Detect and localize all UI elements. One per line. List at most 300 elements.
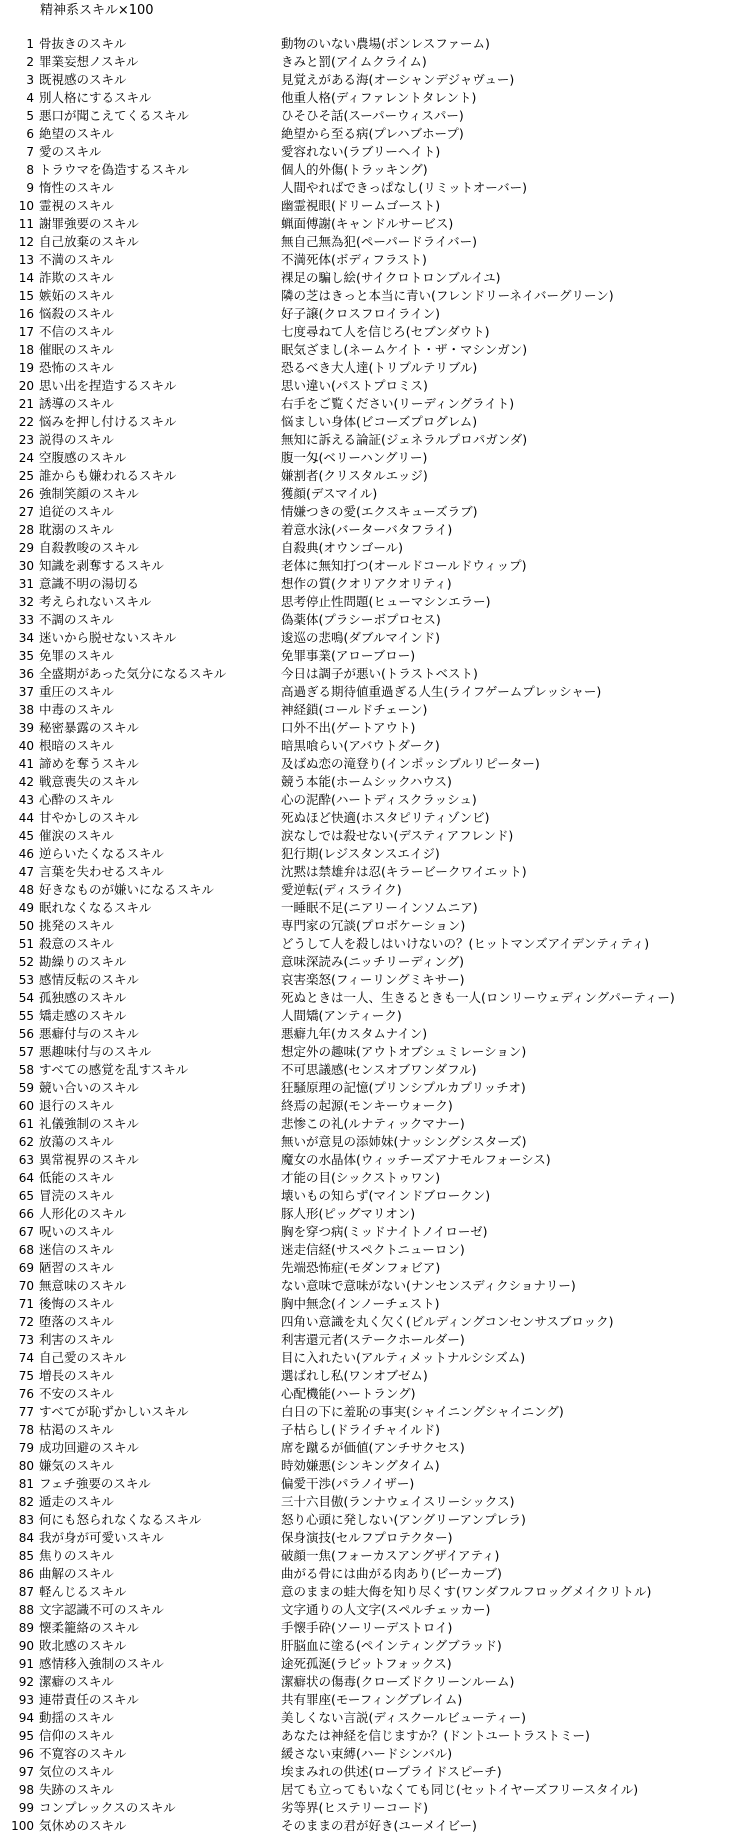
skill-category: 不安のスキル: [39, 1386, 114, 1401]
item-number: 93: [18, 1693, 34, 1707]
list-item: [0, 485, 754, 503]
skill-name: 一睡眠不足(ニアリーインソムニア): [281, 900, 478, 915]
skill-category: 礼儀強制のスキル: [39, 1116, 139, 1131]
list-item: [0, 269, 754, 287]
item-number: 72: [18, 1315, 34, 1329]
item-number: 21: [18, 397, 34, 411]
skill-category: 孤独感のスキル: [39, 990, 127, 1005]
list-item: [0, 917, 754, 935]
skill-name: 右手をご覧ください(リーディングライト): [281, 396, 515, 411]
list-item: [0, 1187, 754, 1205]
list-item: [0, 845, 754, 863]
skill-category: 成功回避のスキル: [39, 1440, 139, 1455]
skill-category: 失跡のスキル: [39, 1782, 114, 1797]
skill-name: 幽霊視眼(ドリームゴースト): [281, 198, 441, 213]
item-number: 7: [26, 145, 34, 159]
skill-name: 利害還元者(ステークホールダー): [281, 1332, 465, 1347]
list-item: [0, 575, 754, 593]
skill-name: 人間やればできっぱなし(リミットオーバー): [281, 180, 528, 195]
item-number: 37: [18, 685, 34, 699]
skill-name: 怒り心頭に発しない(アングリーアンプレラ): [281, 1512, 526, 1527]
skill-category: 異常視界のスキル: [39, 1152, 139, 1167]
skill-category: 催眠のスキル: [39, 342, 114, 357]
skill-name: ひそひそ話(スーパーウィスパー): [281, 108, 464, 123]
skill-name: 途死孤涎(ラビットフォックス): [281, 1656, 452, 1671]
item-number: 69: [18, 1261, 34, 1275]
skill-category: 人形化のスキル: [39, 1206, 127, 1221]
skill-name: 自殺典(オウンゴール): [281, 540, 404, 555]
item-number: 32: [18, 595, 34, 609]
skill-category: 文字認識不可のスキル: [39, 1602, 164, 1617]
item-number: 77: [18, 1405, 34, 1419]
list-item: [0, 899, 754, 917]
skill-category: 枯渇のスキル: [39, 1422, 114, 1437]
list-item: [0, 1079, 754, 1097]
skill-category: 不満のスキル: [39, 252, 114, 267]
skill-category: 遁走のスキル: [39, 1494, 114, 1509]
skill-category: 曲解のスキル: [39, 1566, 114, 1581]
item-number: 82: [18, 1495, 34, 1509]
item-number: 67: [18, 1225, 34, 1239]
list-item: [0, 71, 754, 89]
skill-category: 嫉妬のスキル: [39, 288, 114, 303]
skill-name: 悲惨この礼(ルナティックマナー): [281, 1116, 465, 1131]
list-item: [0, 953, 754, 971]
list-item: [0, 809, 754, 827]
list-item: [0, 395, 754, 413]
item-number: 27: [18, 505, 34, 519]
item-number: 98: [18, 1783, 34, 1797]
item-number: 38: [18, 703, 34, 717]
item-number: 31: [18, 577, 34, 591]
list-item: [0, 1367, 754, 1385]
skill-category: 動揺のスキル: [39, 1710, 114, 1725]
skill-category: 冒涜のスキル: [39, 1188, 114, 1203]
skill-category: 恐怖のスキル: [39, 360, 114, 375]
skill-category: 我が身が可愛いスキル: [39, 1530, 164, 1545]
skill-name: 口外不出(ゲートアウト): [281, 720, 416, 735]
skill-name: 壊いもの知らず(マインドブロークン): [281, 1188, 491, 1203]
list-item: [0, 323, 754, 341]
item-number: 65: [18, 1189, 34, 1203]
item-number: 18: [18, 343, 34, 357]
item-number: 81: [18, 1477, 34, 1491]
item-number: 94: [18, 1711, 34, 1725]
skill-category: 増長のスキル: [39, 1368, 114, 1383]
skill-name: 隣の芝はきっと本当に青い(フレンドリーネイバーグリーン): [281, 288, 614, 303]
skill-name: 眠気ざまし(ネームケイト・ザ・マシンガン): [281, 342, 528, 357]
item-number: 95: [18, 1729, 34, 1743]
list-item: [0, 665, 754, 683]
item-number: 96: [18, 1747, 34, 1761]
item-number: 97: [18, 1765, 34, 1779]
item-number: 14: [18, 271, 34, 285]
item-number: 86: [18, 1567, 34, 1581]
item-number: 89: [18, 1621, 34, 1635]
skill-category: 連帯責任のスキル: [39, 1692, 139, 1707]
skill-category: 悪口が聞こえてくるスキル: [39, 108, 189, 123]
item-number: 8: [26, 163, 34, 177]
list-item: [0, 1151, 754, 1169]
list-item: [0, 719, 754, 737]
item-number: 84: [18, 1531, 34, 1545]
skill-category: 好きなものが嫌いになるスキル: [39, 882, 214, 897]
list-item: [0, 1331, 754, 1349]
skill-name: そのままの君が好き(ユーメイビー): [281, 1818, 477, 1833]
skill-name: 美しくない言説(ディスクールビューティー): [281, 1710, 527, 1725]
item-number: 58: [18, 1063, 34, 1077]
skill-category: 不信のスキル: [39, 324, 114, 339]
skill-category: 感情反転のスキル: [39, 972, 139, 987]
skill-category: 追従のスキル: [39, 504, 114, 519]
item-number: 54: [18, 991, 34, 1005]
item-number: 78: [18, 1423, 34, 1437]
item-number: 17: [18, 325, 34, 339]
list-item: [0, 35, 754, 53]
skill-name: 三十六目傲(ランナウェイスリーシックス): [281, 1494, 515, 1509]
skill-category: 誰からも嫌われるスキル: [39, 468, 177, 483]
skill-name: 暗黒喰らい(アバウトダーク): [281, 738, 440, 753]
skill-name: 蝋面傅謝(キャンドルサービス): [281, 216, 454, 231]
list-item: [0, 1709, 754, 1727]
skill-name: あなたは神経を信じますか？(ドントユートラストミー): [281, 1728, 590, 1743]
item-number: 9: [26, 181, 34, 195]
list-item: [0, 1745, 754, 1763]
skill-category: 何にも怒られなくなるスキル: [39, 1512, 202, 1527]
list-item: [0, 1619, 754, 1637]
item-number: 73: [18, 1333, 34, 1347]
skill-category: 不寛容のスキル: [39, 1746, 127, 1761]
skill-category: 誘導のスキル: [39, 396, 114, 411]
skill-name: 腹一匁(ベリーハングリー): [281, 450, 428, 465]
skill-category: 悪趣味付与のスキル: [39, 1044, 152, 1059]
item-number: 88: [18, 1603, 34, 1617]
item-number: 61: [18, 1117, 34, 1131]
skill-category: 逆らいたくなるスキル: [39, 846, 164, 861]
list-item: [0, 413, 754, 431]
list-item: [0, 827, 754, 845]
skill-name: 人間矯(アンティーク): [281, 1008, 402, 1023]
skill-category: 潔癖のスキル: [39, 1674, 114, 1689]
skill-category: コンプレックスのスキル: [39, 1800, 176, 1815]
item-number: 13: [18, 253, 34, 267]
list-item: [0, 1673, 754, 1691]
skill-category: 説得のスキル: [39, 432, 114, 447]
skill-name: 不満死体(ボディフラスト): [281, 252, 427, 267]
skill-name: 心配機能(ハートラング): [281, 1386, 416, 1401]
page-title: 精神系スキル×100: [40, 3, 154, 18]
skill-name: 居ても立ってもいなくても同じ(セットイヤーズフリースタイル): [281, 1782, 639, 1797]
skill-name: 想定外の趣味(アウトオブシュミレーション): [281, 1044, 527, 1059]
skill-name: 犯行期(レジスタンスエイジ): [281, 846, 440, 861]
list-item: [0, 1817, 754, 1835]
skill-category: 根暗のスキル: [39, 738, 114, 753]
list-item: [0, 683, 754, 701]
list-item: [0, 197, 754, 215]
item-number: 91: [18, 1657, 34, 1671]
skill-category: トラウマを偽造するスキル: [39, 162, 189, 177]
skill-category: 信仰のスキル: [39, 1728, 114, 1743]
list-item: [0, 539, 754, 557]
item-number: 20: [18, 379, 34, 393]
item-number: 2: [26, 55, 34, 69]
skill-category: 強制笑顔のスキル: [39, 486, 139, 501]
skill-category: 陋習のスキル: [39, 1260, 114, 1275]
skill-category: 心酔のスキル: [39, 792, 114, 807]
skill-category: 後悔のスキル: [39, 1296, 114, 1311]
list-item: [0, 1223, 754, 1241]
skill-category: 重圧のスキル: [39, 684, 114, 699]
item-number: 15: [18, 289, 34, 303]
skill-name: 埃まみれの供述(ロープライドスピーチ): [281, 1764, 502, 1779]
skill-name: 保身演技(セルフプロテクター): [281, 1530, 453, 1545]
item-number: 28: [18, 523, 34, 537]
item-number: 35: [18, 649, 34, 663]
item-number: 99: [18, 1801, 34, 1815]
skill-name: 潔癖状の傷毒(クローズドクリーンルーム): [281, 1674, 515, 1689]
item-number: 43: [18, 793, 34, 807]
item-number: 85: [18, 1549, 34, 1563]
skill-name: 着意水泳(バーターバタフライ): [281, 522, 453, 537]
skill-category: 免罪のスキル: [39, 648, 114, 663]
list-item: [0, 359, 754, 377]
skill-name: 個人的外傷(トラッキング): [281, 162, 428, 177]
item-number: 71: [18, 1297, 34, 1311]
list-item: [0, 1385, 754, 1403]
list-item: [0, 125, 754, 143]
list-item: [0, 593, 754, 611]
skill-name: 死ぬほど快適(ホスタピリティゾンビ): [281, 810, 490, 825]
item-number: 33: [18, 613, 34, 627]
skill-category: 堕落のスキル: [39, 1314, 114, 1329]
skill-rows: [0, 35, 754, 1835]
item-number: 46: [18, 847, 34, 861]
skill-category: 罪業妄想ノスキル: [39, 54, 139, 69]
skill-category: 敗北感のスキル: [39, 1638, 127, 1653]
skill-name: 神経鎖(コールドチェーン): [281, 702, 428, 717]
skill-category: 別人格にするスキル: [39, 90, 152, 105]
skill-name: 恐るべき大人達(トリプルテリブル): [281, 360, 478, 375]
list-item: [0, 1781, 754, 1799]
item-number: 16: [18, 307, 34, 321]
skill-category: 全盛期があった気分になるスキル: [39, 666, 227, 681]
skill-category: 自己愛のスキル: [39, 1350, 127, 1365]
skill-name: 肝脳血に塗る(ペインティングブラッド): [281, 1638, 502, 1653]
item-number: 10: [18, 199, 34, 213]
skill-name: 不可思議感(センスオブワンダフル): [281, 1062, 477, 1077]
skill-category: 迷信のスキル: [39, 1242, 114, 1257]
list-item: [0, 1457, 754, 1475]
skill-name: 悪癖九年(カスタムナイン): [281, 1026, 428, 1041]
item-number: 24: [18, 451, 34, 465]
list-item: [0, 1583, 754, 1601]
skill-name: 劣等界(ヒステリーコード): [281, 1800, 429, 1815]
skill-category: 戦意喪失のスキル: [39, 774, 139, 789]
list-item: [0, 1403, 754, 1421]
skill-category: 矯走感のスキル: [39, 1008, 127, 1023]
list-item: [0, 287, 754, 305]
skill-category: 嫌気のスキル: [39, 1458, 114, 1473]
item-number: 52: [18, 955, 34, 969]
skill-category: 放蕩のスキル: [39, 1134, 114, 1149]
item-number: 5: [26, 109, 34, 123]
item-number: 12: [18, 235, 34, 249]
skill-name: 共有罪座(モーフィングブレイム): [281, 1692, 463, 1707]
skill-category: 空腹感のスキル: [39, 450, 127, 465]
skill-category: 呪いのスキル: [39, 1224, 114, 1239]
list-item: [0, 431, 754, 449]
skill-name: 席を蹴るが価値(アンチサクセス): [281, 1440, 465, 1455]
skill-name: 四角い意識を丸く欠く(ビルディングコンセンサスブロック): [281, 1314, 614, 1329]
list-item: [0, 611, 754, 629]
list-item: [0, 1313, 754, 1331]
skill-category: 悪癖付与のスキル: [39, 1026, 139, 1041]
skill-name: 及ばぬ恋の滝登り(インポッシブルリピーター): [281, 756, 540, 771]
list-item: [0, 305, 754, 323]
item-number: 47: [18, 865, 34, 879]
list-item: [0, 1529, 754, 1547]
item-number: 19: [18, 361, 34, 375]
item-number: 62: [18, 1135, 34, 1149]
item-number: 29: [18, 541, 34, 555]
skill-name: 嫌割者(クリスタルエッジ): [281, 468, 428, 483]
list-item: [0, 107, 754, 125]
skill-category: 骨抜きのスキル: [39, 36, 127, 51]
skill-category: 懐柔籠絡のスキル: [39, 1620, 139, 1635]
skill-name: 意のままの蛙大侮を知り尽くす(ワンダフルフロッグメイクリトル): [281, 1584, 652, 1599]
list-item: [0, 1205, 754, 1223]
list-item: [0, 1511, 754, 1529]
skill-name: 選ばれし私(ワンオブゼム): [281, 1368, 428, 1383]
item-number: 80: [18, 1459, 34, 1473]
skill-name: 情嫌つきの愛(エクスキューズラブ): [281, 504, 478, 519]
list-item: [0, 467, 754, 485]
skill-name: 沈黙は禁雄弁は忍(キラービークワイエット): [281, 864, 527, 879]
skill-name: 老体に無知打つ(オールドコールドウィップ): [281, 558, 527, 573]
item-number: 6: [26, 127, 34, 141]
skill-category: 悩みを押し付けるスキル: [39, 414, 177, 429]
list-item: [0, 989, 754, 1007]
item-number: 49: [18, 901, 34, 915]
skill-category: 不調のスキル: [39, 612, 114, 627]
list-item: [0, 935, 754, 953]
skill-name: 悩ましい身体(ビコーズプログレム): [281, 414, 478, 429]
skill-category: 競い合いのスキル: [39, 1080, 139, 1095]
skill-name: 白日の下に羞恥の事実(シャイニングシャイニング): [281, 1404, 564, 1419]
list-item: [0, 1763, 754, 1781]
list-item: [0, 251, 754, 269]
list-item: [0, 449, 754, 467]
list-item: [0, 1601, 754, 1619]
skill-name: 絶望から至る病(プレハブホープ): [281, 126, 464, 141]
skill-name: 裸足の騙し絵(サイクロトロンブルイユ): [281, 270, 501, 285]
item-number: 3: [26, 73, 34, 87]
item-number: 23: [18, 433, 34, 447]
item-number: 55: [18, 1009, 34, 1023]
skill-category: 詐欺のスキル: [39, 270, 114, 285]
skill-name: 思考停止性問題(ヒューマシンエラー): [281, 594, 491, 609]
skill-category: 中毒のスキル: [39, 702, 114, 717]
skill-name: 胸中無念(インノーチェスト): [281, 1296, 440, 1311]
list-item: [0, 1475, 754, 1493]
list-item: [0, 701, 754, 719]
skill-category: 秘密暴露のスキル: [39, 720, 139, 735]
skill-name: 見覚えがある海(オーシャンデジャヴュー): [281, 72, 515, 87]
skill-category: 霊視のスキル: [39, 198, 114, 213]
skill-category: 焦りのスキル: [39, 1548, 114, 1563]
skill-category: 思い出を捏造するスキル: [39, 378, 177, 393]
list-item: [0, 647, 754, 665]
skill-name: 先端恐怖症(モダンフォビア): [281, 1260, 441, 1275]
skill-name: 目に入れたい(アルティメットナルシシズム): [281, 1350, 526, 1365]
skill-name: 偏愛干渉(パラノイザー): [281, 1476, 415, 1491]
skill-name: 胸を穿つ病(ミッドナイトノイローゼ): [281, 1224, 488, 1239]
skill-name: 他重人格(ディファレントタレント): [281, 90, 477, 105]
list-item: [0, 1691, 754, 1709]
skill-name: 逡巡の悲鳴(ダブルマインド): [281, 630, 441, 645]
skill-name: 緩さない束縛(ハードシンバル): [281, 1746, 453, 1761]
skill-name: 無自己無為犯(ペーパードライバー): [281, 234, 478, 249]
skill-category: 低能のスキル: [39, 1170, 114, 1185]
list-item: [0, 557, 754, 575]
skill-name: 競う本能(ホームシックハウス): [281, 774, 452, 789]
skill-category: 殺意のスキル: [39, 936, 114, 951]
skill-name: 文字通りの人文字(スペルチェッカー): [281, 1602, 491, 1617]
item-number: 30: [18, 559, 34, 573]
skill-category: 既視感のスキル: [39, 72, 127, 87]
list-item: [0, 143, 754, 161]
skill-name: 思い違い(パストプロミス): [281, 378, 428, 393]
skill-category: 気休めのスキル: [39, 1818, 127, 1833]
list-item: [0, 1007, 754, 1025]
list-item: [0, 629, 754, 647]
item-number: 4: [26, 91, 34, 105]
skill-category: すべてが恥ずかしいスキル: [39, 1404, 189, 1419]
skill-category: 意識不明の湯切る: [39, 576, 140, 591]
skill-category: 退行のスキル: [39, 1098, 114, 1113]
item-number: 26: [18, 487, 34, 501]
skill-category: 軽んじるスキル: [39, 1584, 127, 1599]
skill-category: 甘やかしのスキル: [39, 810, 139, 825]
item-number: 22: [18, 415, 34, 429]
skill-name: 子枯らし(ドライチャイルド): [281, 1422, 441, 1437]
skill-category: 無意味のスキル: [39, 1278, 127, 1293]
item-number: 1: [26, 37, 34, 51]
list-item: [0, 1025, 754, 1043]
skill-category: 迷いから脱せないスキル: [39, 630, 177, 645]
skill-name: 意味深読み(ニッチリーディング): [281, 954, 465, 969]
list-item: [0, 1169, 754, 1187]
skill-name: 高過ぎる期待値重過ぎる人生(ライフゲームプレッシャー): [281, 684, 602, 699]
skill-category: 催涙のスキル: [39, 828, 114, 843]
skill-category: 謝罪強要のスキル: [39, 216, 139, 231]
skill-category: 愛のスキル: [39, 144, 102, 159]
skill-category: 挑発のスキル: [39, 918, 114, 933]
skill-name: 偽薬体(プラシーボプロセス): [281, 612, 441, 627]
item-number: 79: [18, 1441, 34, 1455]
skill-category: 気位のスキル: [39, 1764, 114, 1779]
skill-name: 手懐手砕(ソーリーデストロイ): [281, 1620, 453, 1635]
skill-name: 破顔一焦(フォーカスアングザイアティ): [281, 1548, 500, 1563]
skill-name: 曲がる骨には曲がる肉あり(ビーカーブ): [281, 1566, 502, 1581]
list-item: [0, 215, 754, 233]
skill-name: ない意味で意味がない(ナンセンスディクショナリー): [281, 1278, 576, 1293]
list-item: [0, 521, 754, 539]
skill-category: 諦めを奪うスキル: [39, 756, 139, 771]
skill-name: どうして人を殺しはいけないの？(ヒットマンズアイデンティティ): [281, 936, 650, 951]
skill-name: 終焉の起源(モンキーウォーク): [281, 1098, 453, 1113]
list-item: [0, 1655, 754, 1673]
